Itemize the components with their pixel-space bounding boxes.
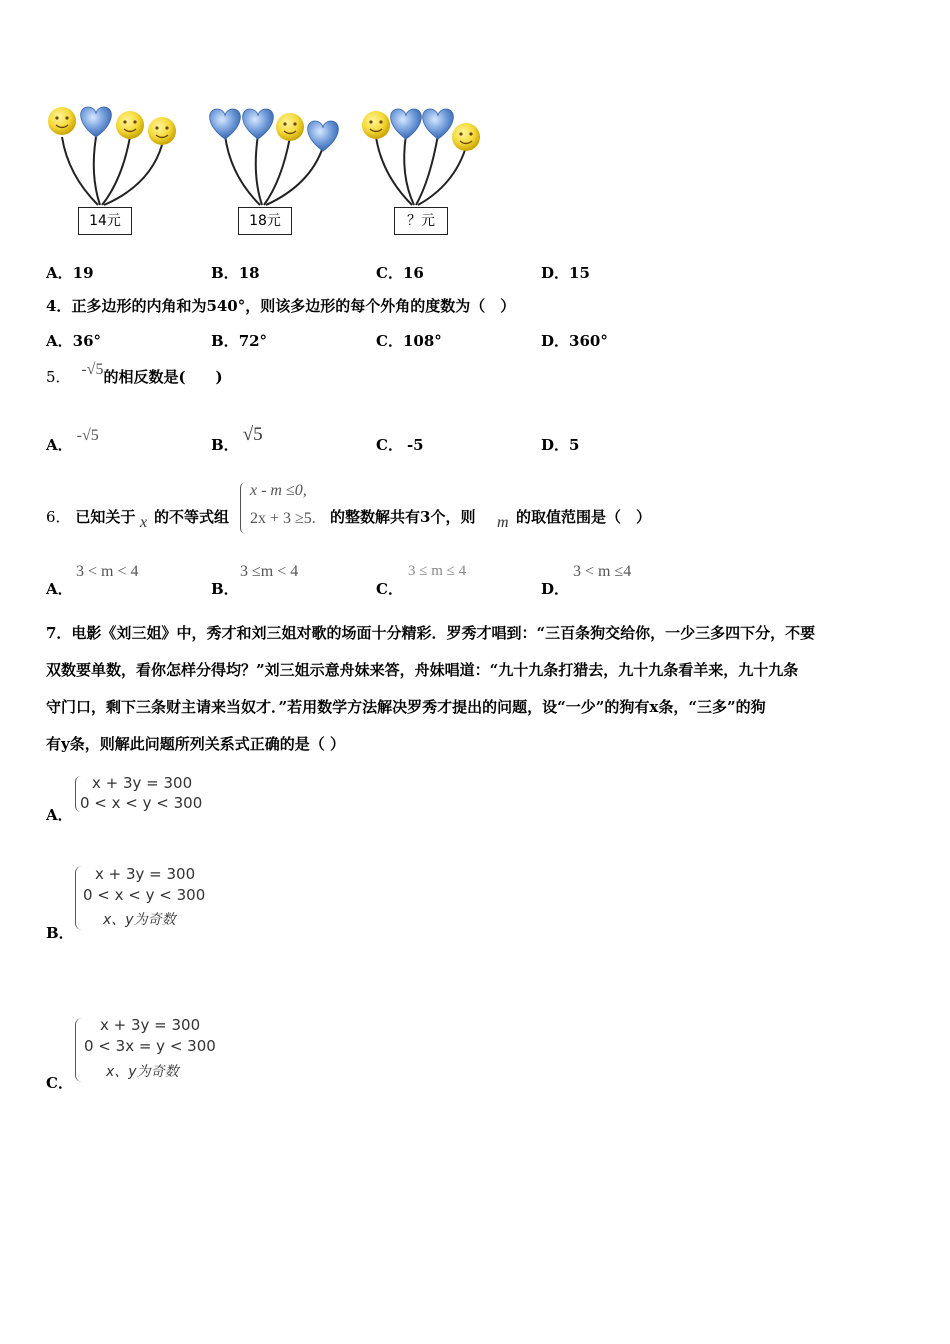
q7-line-1: 7．电影《刘三姐》中，秀才和刘三姐对歌的场面十分精彩．罗秀才唱到：“三百条狗交给你，一少三多四下分，不要	[46, 624, 816, 642]
q7-option-b-brace	[75, 866, 82, 930]
q6-option-d[interactable]: D．	[541, 580, 570, 598]
q7-option-c-eq2: 0 < 3x = y < 300	[84, 1037, 216, 1055]
q6-var-m: m	[497, 514, 509, 531]
q5-option-b[interactable]: B． √5	[211, 424, 263, 454]
q7-option-b-eq1: x + 3y = 300	[95, 865, 196, 883]
q7-option-b-eq3: x、y为奇数	[103, 912, 176, 928]
q7-option-c-eq3: x、y为奇数	[106, 1064, 179, 1080]
q6-option-a[interactable]: A．	[46, 580, 73, 598]
q7-line-4: 有y条，则解此问题所列关系式正确的是（ ）	[46, 735, 345, 753]
balloon-group-1	[48, 107, 176, 205]
q7-option-a-eq2: 0 < x < y < 300	[80, 794, 203, 812]
q3-option-d[interactable]: D．15	[541, 264, 590, 282]
q6-var-x: x	[140, 514, 148, 531]
q4-option-c[interactable]: C．108°	[376, 332, 442, 350]
q7-stem	[46, 615, 906, 763]
q3-option-b[interactable]: B．18	[211, 264, 260, 282]
price-box-1: 14元	[78, 207, 132, 235]
q5-option-d[interactable]: D．5	[541, 436, 580, 454]
q6-inequality-2: 2x + 3 ≥5.	[250, 510, 316, 527]
q5-option-a[interactable]: A．-√5	[46, 427, 99, 454]
q6-stem: 6． 已知关于	[46, 508, 136, 526]
q6-option-b[interactable]: B．	[211, 580, 239, 598]
q7-option-c[interactable]: C．	[46, 1074, 73, 1092]
q7-option-a[interactable]: A．	[46, 806, 73, 824]
q6-stem-d: 的取值范围是（ ）	[516, 508, 652, 526]
q7-option-a-eq1: x + 3y = 300	[92, 774, 193, 792]
q4-stem: 4．正多边形的内角和为540°，则该多边形的每个外角的度数为（ ）	[46, 297, 516, 315]
q6-option-d-expr: 3 < m ≤4	[573, 563, 632, 580]
q6-option-a-expr: 3 < m < 4	[76, 563, 139, 580]
q5-expression: -√5	[81, 361, 104, 378]
balloon-group-2	[210, 109, 339, 205]
q5-option-c[interactable]: C． -5	[376, 436, 424, 454]
q3-option-c[interactable]: C．16	[376, 264, 424, 282]
q7-line-3: 守门口，剩下三条财主请来当奴才．”若用数学方法解决罗秀才提出的问题，设“一少”的狗有x条，“三多”的狗	[46, 698, 766, 716]
balloon-group-3	[362, 109, 480, 205]
q7-option-c-eq1: x + 3y = 300	[100, 1016, 201, 1034]
q6-inequality-1: x - m ≤0,	[250, 482, 307, 499]
price-box-2: 18元	[238, 207, 292, 235]
q4-option-b[interactable]: B．72°	[211, 332, 268, 350]
q4-option-a[interactable]: A．36°	[46, 332, 102, 350]
q6-option-c[interactable]: C．	[376, 580, 403, 598]
q3-option-a[interactable]: A．19	[46, 264, 94, 282]
q7-option-b-eq2: 0 < x < y < 300	[83, 886, 206, 904]
q7-option-c-brace	[75, 1018, 82, 1082]
q6-stem-b: 的不等式组	[154, 508, 230, 526]
price-box-3: ？元	[394, 207, 448, 235]
q5-stem: 5． -√5的相反数是( )	[46, 361, 223, 386]
q6-option-c-expr: 3 ≤ m ≤ 4	[408, 563, 467, 579]
q7-option-b[interactable]: B．	[46, 924, 74, 942]
q4-option-d[interactable]: D．360°	[541, 332, 608, 350]
q7-line-2: 双数要单数，看你怎样分得均？”刘三姐示意舟妹来答，舟妹唱道：“九十九条打猎去，九十九条看羊来，九十九条	[46, 661, 799, 679]
q6-option-b-expr: 3 ≤m < 4	[240, 563, 299, 580]
q6-stem-c: 的整数解共有3个，则	[330, 508, 476, 526]
q6-system-brace	[240, 482, 247, 534]
